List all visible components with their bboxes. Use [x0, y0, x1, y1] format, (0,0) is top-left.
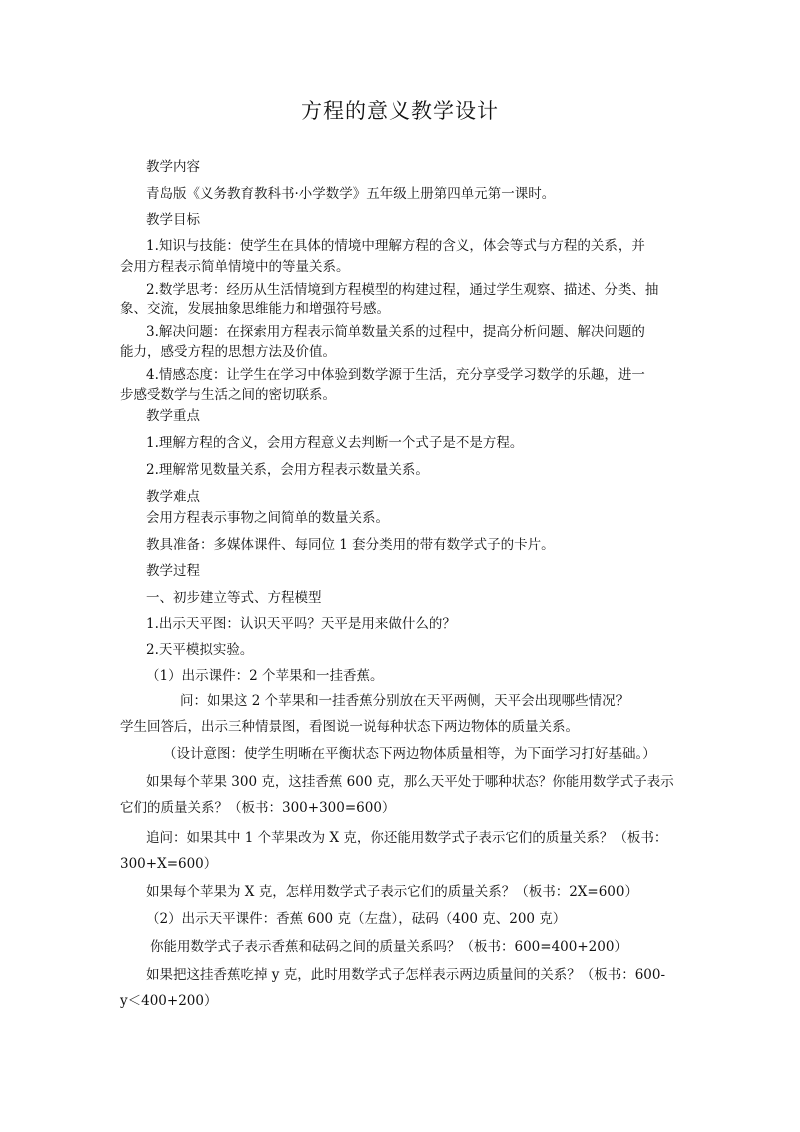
process-apple-question-line-2: 它们的质量关系？（板书：300+300=600）: [120, 800, 396, 816]
document-title: 方程的意义教学设计: [301, 99, 499, 123]
process-eat-banana-line-1: 如果把这挂香蕉吃掉 y 克，此时用数学式子怎样表示两边质量间的关系？（板书：600-: [146, 967, 666, 983]
teaching-content-text: 青岛版《义务教育教科书·小学数学》五年级上册第四单元第一课时。: [146, 186, 556, 202]
process-question: 问：如果这 2 个苹果和一挂香蕉分别放在天平两侧，天平会出现哪些情况？: [180, 693, 630, 709]
process-apple-question-line-1: 如果每个苹果 300 克，这挂香蕉 600 克，那么天平处于哪种状态？你能用数学式子表示: [146, 774, 674, 790]
teaching-tools: 教具准备：多媒体课件、每同位 1 套分类用的带有数学式子的卡片。: [146, 537, 555, 553]
goal-2-line-2: 象、交流，发展抽象思维能力和增强符号感。: [120, 301, 390, 317]
heading-teaching-process: 教学过程: [146, 563, 200, 579]
heading-teaching-goals: 教学目标: [146, 212, 200, 228]
heading-teaching-content: 教学内容: [146, 159, 200, 175]
goal-1-line-1: 1.知识与技能：使学生在具体的情境中理解方程的含义，体会等式与方程的关系，并: [146, 238, 645, 254]
process-student-answer: 学生回答后，出示三种情景图，看图说一说每种状态下两边物体的质量关系。: [120, 719, 579, 735]
goal-4-line-2: 步感受数学与生活之间的密切联系。: [120, 387, 336, 403]
process-each-apple-x: 如果每个苹果为 X 克，怎样用数学式子表示它们的质量关系？（板书：2X=600）: [146, 884, 638, 900]
difficulty-text: 会用方程表示事物之间简单的数量关系。: [146, 510, 389, 526]
key-point-2: 2.理解常见数量关系，会用方程表示数量关系。: [146, 462, 429, 478]
process-part-1-heading: 一、初步建立等式、方程模型: [146, 590, 322, 606]
goal-4-line-1: 4.情感态度：让学生在学习中体验到数学源于生活，充分享受学习数学的乐趣，进一: [146, 367, 645, 383]
goal-3-line-2: 能力，感受方程的思想方法及价值。: [120, 344, 336, 360]
process-step-1: 1.出示天平图：认识天平吗？天平是用来做什么的？: [146, 616, 456, 632]
goal-3-line-1: 3.解决问题：在探索用方程表示简单数量关系的过程中，提高分析问题、解决问题的: [146, 324, 645, 340]
process-step-3: （1）出示课件：2 个苹果和一挂香蕉。: [146, 668, 384, 684]
process-step-balance-banana: （2）出示天平课件：香蕉 600 克（左盘），砝码（400 克、200 克）: [146, 911, 567, 927]
process-followup-line-1: 追问：如果其中 1 个苹果改为 X 克，你还能用数学式子表示它们的质量关系？（板书：: [146, 830, 668, 846]
process-step-2: 2.天平模拟实验。: [146, 642, 254, 658]
process-eat-banana-line-2: y＜400+200）: [120, 993, 218, 1009]
heading-key-points: 教学重点: [146, 408, 200, 424]
goal-2-line-1: 2.数学思考：经历从生活情境到方程模型的构建过程，通过学生观察、描述、分类、抽: [146, 282, 659, 298]
heading-difficulty: 教学难点: [146, 489, 200, 505]
goal-1-line-2: 会用方程表示简单情境中的等量关系。: [120, 259, 350, 275]
process-followup-line-2: 300+X=600）: [120, 856, 218, 872]
key-point-1: 1.理解方程的含义，会用方程意义去判断一个式子是不是方程。: [146, 435, 524, 451]
process-design-intent: （设计意图：使学生明晰在平衡状态下两边物体质量相等，为下面学习打好基础。）: [163, 746, 656, 762]
process-banana-weights-question: 你能用数学式子表示香蕉和砝码之间的质量关系吗？（板书：600=400+200）: [150, 939, 628, 955]
